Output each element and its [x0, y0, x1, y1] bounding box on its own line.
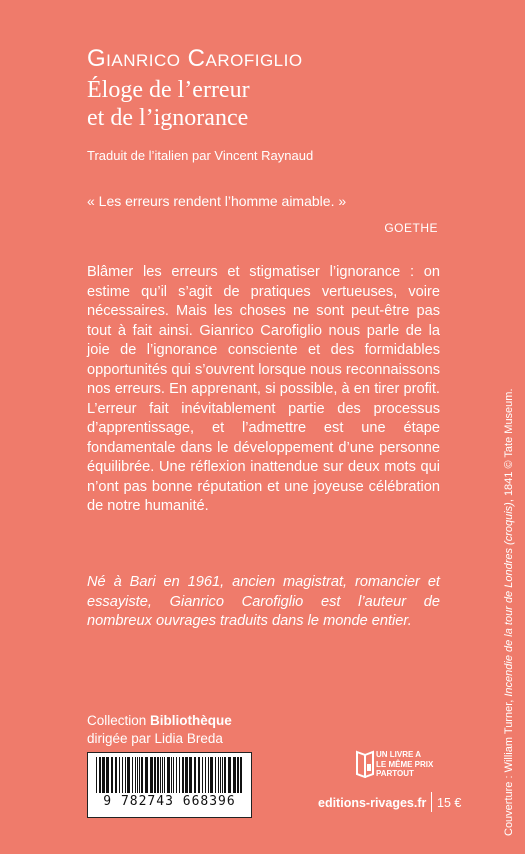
- barcode-bar: [127, 757, 130, 795]
- barcode-bar: [157, 757, 159, 795]
- barcode-bar: [160, 757, 161, 795]
- barcode-digits: 9 782743 668396: [88, 793, 251, 811]
- barcode-bar: [240, 757, 242, 795]
- barcode-bar: [210, 757, 213, 795]
- barcode-bar: [135, 757, 136, 795]
- collection-info: [87, 712, 232, 748]
- prix-unique-text: [376, 750, 456, 779]
- collection-line: [87, 712, 232, 730]
- book-price: 15 €: [437, 796, 462, 810]
- title-line-1: Éloge de l’erreur: [87, 77, 250, 103]
- barcode-bar: [233, 757, 236, 795]
- translator-credit: Traduit de l’italien par Vincent Raynaud: [87, 148, 314, 163]
- author-bio: Né à Bari en 1961, ancien magistrat, romancier et essayiste, Gianrico Carofiglio est l’auteur de nombreux ouvrages traduits dans le monde entier.: [87, 574, 440, 629]
- barcode-bar: [111, 757, 113, 795]
- cover-credit: [502, 388, 516, 836]
- barcode-bar: [228, 757, 231, 795]
- barcode-bar: [205, 757, 206, 795]
- credit-work: Incendie de la tour de Londres (croquis): [503, 502, 515, 697]
- price-divider: [431, 792, 432, 812]
- barcode-bar: [171, 757, 172, 795]
- barcode: [87, 752, 252, 818]
- barcode-bar: [222, 757, 223, 795]
- author-name: Gianrico Carofiglio: [87, 45, 303, 72]
- barcode-bar: [125, 757, 126, 795]
- barcode-bar: [119, 757, 120, 795]
- barcode-bar: [176, 757, 177, 795]
- barcode-bar: [179, 757, 180, 795]
- publisher-website: editions-rivages.fr: [318, 796, 427, 810]
- barcode-bar: [137, 757, 138, 795]
- barcode-bar: [102, 757, 105, 795]
- barcode-bar: [218, 757, 219, 795]
- barcode-bar: [173, 757, 174, 795]
- barcode-bar: [162, 757, 163, 795]
- epigraph-author: GOETHE: [384, 221, 438, 235]
- credit-suffix: , 1841 © Tate Museum.: [503, 388, 515, 503]
- barcode-bar: [122, 757, 123, 795]
- barcode-bar: [185, 757, 188, 795]
- barcode-bar: [167, 757, 170, 795]
- credit-prefix: Couverture : William Turner,: [503, 696, 515, 836]
- barcode-bar: [224, 757, 226, 795]
- barcode-bar: [164, 757, 165, 795]
- book-title: [87, 76, 250, 132]
- barcode-bar: [145, 757, 148, 795]
- collection-director: dirigée par Lidia Breda: [87, 731, 223, 746]
- barcode-bar: [182, 757, 184, 795]
- barcode-bar: [141, 757, 143, 795]
- barcode-bar: [154, 757, 156, 795]
- barcode-bar: [220, 757, 221, 795]
- collection-name: Bibliothèque: [150, 713, 232, 728]
- blurb-text: Blâmer les erreurs et stigmatiser l’ignorance : on estime qu’il s’agit de pratiques vertueuses, voire nécessaires. Mais les choses ne sont peut-être pas tout à fait ainsi. Gianrico Carofiglio nous parle de la joie de l’ignorance consciente et des formidables opportunités qui s’ouvrent lorsque nous reconnaissons nos erreurs. En apprenant, si possible, à en tirer profit. L’erreur fait inévitablement partie des processus d’apprentissage, et l’admettre est une étape fondamentale dans le développement d’une personne équilibrée. Une réflexion inattendue sur deux mots qui n’ont pas bonne réputation et une joyeuse célébration de notre humanité.: [87, 264, 440, 514]
- barcode-bar: [139, 757, 140, 795]
- title-line-2: et de l’ignorance: [87, 105, 249, 131]
- epigraph-quote: « Les erreurs rendent l’homme aimable. »: [87, 193, 347, 209]
- barcode-bar: [237, 757, 239, 795]
- barcode-bar: [132, 757, 133, 795]
- barcode-bar: [208, 757, 209, 795]
- barcode-bar: [194, 757, 196, 795]
- barcode-bar: [202, 757, 203, 795]
- prix-line-2: LE MÊME PRIX: [376, 759, 434, 769]
- barcode-bar: [215, 757, 216, 795]
- barcode-bar: [115, 757, 117, 795]
- barcode-bar: [189, 757, 192, 795]
- barcode-bars: [88, 753, 251, 797]
- barcode-bar: [150, 757, 153, 795]
- book-price-icon: [356, 750, 374, 778]
- barcode-bar: [96, 757, 97, 795]
- barcode-bar: [99, 757, 101, 795]
- barcode-bar: [198, 757, 200, 795]
- prix-line-1: UN LIVRE A: [376, 750, 422, 759]
- prix-line-3: PARTOUT: [376, 769, 414, 778]
- collection-prefix: Collection: [87, 713, 151, 728]
- prix-unique-logo: [356, 750, 456, 786]
- barcode-bar: [106, 757, 109, 795]
